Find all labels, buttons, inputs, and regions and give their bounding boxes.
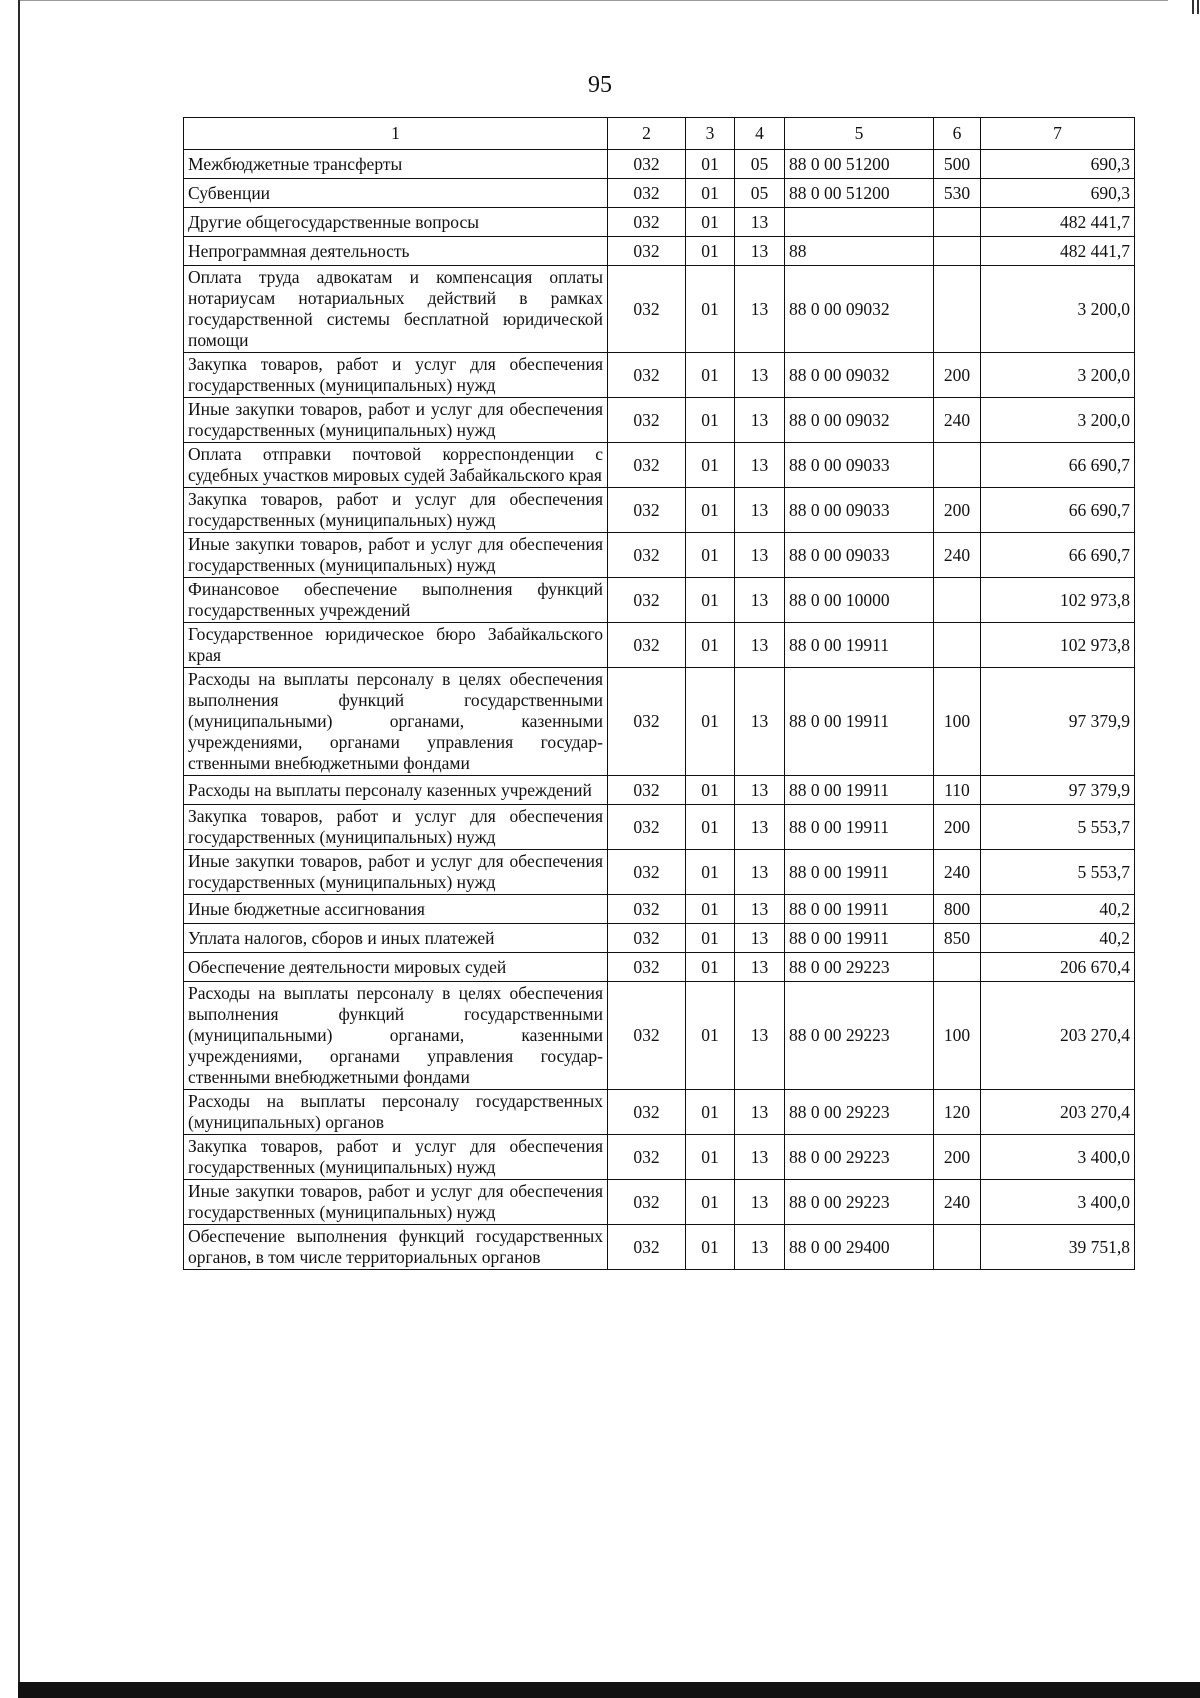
row-rz-cell: 01: [686, 895, 735, 924]
row-sum-cell: 3 400,0: [981, 1135, 1135, 1180]
row-vr-cell: 800: [934, 895, 981, 924]
row-vr-cell: [934, 443, 981, 488]
row-rz-cell: 01: [686, 353, 735, 398]
row-ved-cell: 032: [608, 953, 686, 982]
row-ved-cell: 032: [608, 237, 686, 266]
row-sum-cell: 203 270,4: [981, 1090, 1135, 1135]
table-row: [184, 179, 1135, 208]
row-name-cell: Закупка товаров, работ и услуг для обеспечения государственных (муниципальных) нужд: [184, 353, 608, 398]
table-row: [184, 237, 1135, 266]
row-csr-cell: 88 0 00 19911: [785, 805, 934, 850]
row-pr-cell: 13: [735, 850, 785, 895]
table-row: [184, 398, 1135, 443]
table-header-row: [184, 118, 1135, 150]
row-pr-cell: 13: [735, 1090, 785, 1135]
row-csr-cell: 88 0 00 19911: [785, 668, 934, 776]
table-row: [184, 850, 1135, 895]
row-pr-cell: 13: [735, 443, 785, 488]
row-ved-cell: 032: [608, 578, 686, 623]
row-vr-cell: 100: [934, 982, 981, 1090]
row-ved-cell: 032: [608, 1180, 686, 1225]
row-sum-cell: 102 973,8: [981, 623, 1135, 668]
budget-table: [183, 117, 1135, 1270]
row-vr-cell: [934, 208, 981, 237]
row-ved-cell: 032: [608, 1135, 686, 1180]
row-ved-cell: 032: [608, 353, 686, 398]
row-vr-cell: 240: [934, 398, 981, 443]
row-name-cell: Непрограммная деятельность: [184, 237, 608, 266]
table-row: [184, 776, 1135, 805]
table-row: [184, 443, 1135, 488]
row-name-cell: Оплата труда адвокатам и компенсация оплаты нотариусам нотариальных действий в рамках государственной системы бесплатной юридической помощи: [184, 266, 608, 353]
row-sum-cell: 5 553,7: [981, 805, 1135, 850]
row-ved-cell: 032: [608, 805, 686, 850]
header-col-4: 4: [735, 118, 785, 150]
row-name-cell: Финансовое обеспечение выполнения функций государственных учреждений: [184, 578, 608, 623]
row-sum-cell: 66 690,7: [981, 533, 1135, 578]
row-name-cell: Расходы на выплаты персоналу в целях обеспечения выполнения функций государственными (муниципальными) органами, казенными учреждениями, органами управления государственными внебюджетными фондами: [184, 668, 608, 776]
row-csr-cell: 88 0 00 29223: [785, 953, 934, 982]
row-name-cell: Обеспечение выполнения функций государственных органов, в том числе территориальных органов: [184, 1225, 608, 1270]
row-name-cell: Закупка товаров, работ и услуг для обеспечения государственных (муниципальных) нужд: [184, 1135, 608, 1180]
row-rz-cell: 01: [686, 953, 735, 982]
table-row: [184, 668, 1135, 776]
row-pr-cell: 13: [735, 353, 785, 398]
table-row: [184, 266, 1135, 353]
row-pr-cell: 13: [735, 1180, 785, 1225]
row-rz-cell: 01: [686, 1090, 735, 1135]
row-sum-cell: 40,2: [981, 895, 1135, 924]
row-ved-cell: 032: [608, 150, 686, 179]
row-vr-cell: 240: [934, 850, 981, 895]
row-pr-cell: 13: [735, 266, 785, 353]
row-ved-cell: 032: [608, 668, 686, 776]
row-sum-cell: 40,2: [981, 924, 1135, 953]
row-name-cell: Другие общегосударственные вопросы: [184, 208, 608, 237]
page-number: 95: [588, 72, 612, 98]
row-vr-cell: [934, 953, 981, 982]
row-ved-cell: 032: [608, 533, 686, 578]
page-frame-top: [18, 0, 1168, 1]
row-sum-cell: 3 400,0: [981, 1180, 1135, 1225]
row-csr-cell: 88 0 00 09032: [785, 398, 934, 443]
table-row: [184, 895, 1135, 924]
row-csr-cell: 88 0 00 51200: [785, 150, 934, 179]
row-csr-cell: 88 0 00 19911: [785, 850, 934, 895]
row-csr-cell: 88 0 00 29223: [785, 1135, 934, 1180]
row-sum-cell: 482 441,7: [981, 208, 1135, 237]
table-row: [184, 953, 1135, 982]
row-name-cell: Обеспечение деятельности мировых судей: [184, 953, 608, 982]
row-pr-cell: 13: [735, 1225, 785, 1270]
row-vr-cell: 120: [934, 1090, 981, 1135]
row-ved-cell: 032: [608, 1090, 686, 1135]
table-row: [184, 208, 1135, 237]
table-row: [184, 1225, 1135, 1270]
table-row: [184, 578, 1135, 623]
row-name-cell: Иные бюджетные ассигнования: [184, 895, 608, 924]
row-csr-cell: 88 0 00 29223: [785, 982, 934, 1090]
row-name-cell: Оплата отправки почтовой корреспонденции с судебных участков мировых судей Забайкальского края: [184, 443, 608, 488]
row-rz-cell: 01: [686, 398, 735, 443]
row-rz-cell: 01: [686, 776, 735, 805]
header-col-2: 2: [608, 118, 686, 150]
row-pr-cell: 13: [735, 1135, 785, 1180]
row-ved-cell: 032: [608, 1225, 686, 1270]
row-name-cell: Закупка товаров, работ и услуг для обеспечения государственных (муниципальных) нужд: [184, 805, 608, 850]
row-ved-cell: 032: [608, 266, 686, 353]
row-csr-cell: 88 0 00 29400: [785, 1225, 934, 1270]
row-name-cell: Иные закупки товаров, работ и услуг для обеспечения государственных (муниципальных) нужд: [184, 1180, 608, 1225]
row-sum-cell: 690,3: [981, 179, 1135, 208]
row-vr-cell: 240: [934, 1180, 981, 1225]
row-rz-cell: 01: [686, 150, 735, 179]
row-vr-cell: [934, 578, 981, 623]
row-rz-cell: 01: [686, 208, 735, 237]
row-vr-cell: 240: [934, 533, 981, 578]
row-rz-cell: 01: [686, 982, 735, 1090]
row-sum-cell: 66 690,7: [981, 443, 1135, 488]
row-name-cell: Расходы на выплаты персоналу в целях обеспечения выполнения функций государственными (муниципальными) органами, казенными учреждениями, органами управления государственными внебюджетными фондами: [184, 982, 608, 1090]
row-ved-cell: 032: [608, 488, 686, 533]
row-sum-cell: 97 379,9: [981, 776, 1135, 805]
row-pr-cell: 13: [735, 578, 785, 623]
row-name-cell: Закупка товаров, работ и услуг для обеспечения государственных (муниципальных) нужд: [184, 488, 608, 533]
table-row: [184, 533, 1135, 578]
row-pr-cell: 13: [735, 953, 785, 982]
row-csr-cell: 88 0 00 10000: [785, 578, 934, 623]
row-csr-cell: [785, 208, 934, 237]
row-sum-cell: 3 200,0: [981, 266, 1135, 353]
row-ved-cell: 032: [608, 179, 686, 208]
row-vr-cell: [934, 237, 981, 266]
row-csr-cell: 88 0 00 09033: [785, 488, 934, 533]
row-ved-cell: 032: [608, 443, 686, 488]
row-name-cell: Государственное юридическое бюро Забайкальского края: [184, 623, 608, 668]
row-pr-cell: 13: [735, 398, 785, 443]
row-vr-cell: [934, 266, 981, 353]
row-rz-cell: 01: [686, 1180, 735, 1225]
row-sum-cell: 39 751,8: [981, 1225, 1135, 1270]
row-pr-cell: 13: [735, 776, 785, 805]
row-pr-cell: 13: [735, 488, 785, 533]
row-rz-cell: 01: [686, 179, 735, 208]
table-row: [184, 1090, 1135, 1135]
table-row: [184, 488, 1135, 533]
row-csr-cell: 88 0 00 19911: [785, 776, 934, 805]
table-row: [184, 1180, 1135, 1225]
row-csr-cell: 88: [785, 237, 934, 266]
row-rz-cell: 01: [686, 1225, 735, 1270]
row-vr-cell: 850: [934, 924, 981, 953]
row-pr-cell: 13: [735, 668, 785, 776]
row-sum-cell: 206 670,4: [981, 953, 1135, 982]
table-row: [184, 150, 1135, 179]
row-rz-cell: 01: [686, 443, 735, 488]
row-sum-cell: 102 973,8: [981, 578, 1135, 623]
row-pr-cell: 13: [735, 805, 785, 850]
row-vr-cell: 200: [934, 805, 981, 850]
row-vr-cell: 530: [934, 179, 981, 208]
row-name-cell: Иные закупки товаров, работ и услуг для обеспечения государственных (муниципальных) нужд: [184, 850, 608, 895]
table-row: [184, 982, 1135, 1090]
table-row: [184, 805, 1135, 850]
row-ved-cell: 032: [608, 982, 686, 1090]
row-csr-cell: 88 0 00 51200: [785, 179, 934, 208]
row-vr-cell: 200: [934, 488, 981, 533]
row-sum-cell: 482 441,7: [981, 237, 1135, 266]
row-vr-cell: [934, 1225, 981, 1270]
row-csr-cell: 88 0 00 09032: [785, 266, 934, 353]
page-frame-bottom: [18, 1682, 1200, 1698]
table-row: [184, 623, 1135, 668]
row-pr-cell: 13: [735, 208, 785, 237]
row-sum-cell: 3 200,0: [981, 353, 1135, 398]
row-rz-cell: 01: [686, 924, 735, 953]
row-name-cell: Межбюджетные трансферты: [184, 150, 608, 179]
row-sum-cell: 97 379,9: [981, 668, 1135, 776]
row-pr-cell: 05: [735, 150, 785, 179]
row-csr-cell: 88 0 00 19911: [785, 924, 934, 953]
row-sum-cell: 203 270,4: [981, 982, 1135, 1090]
row-csr-cell: 88 0 00 09033: [785, 533, 934, 578]
row-ved-cell: 032: [608, 208, 686, 237]
row-rz-cell: 01: [686, 488, 735, 533]
row-rz-cell: 01: [686, 623, 735, 668]
row-pr-cell: 13: [735, 237, 785, 266]
row-vr-cell: 200: [934, 1135, 981, 1180]
row-rz-cell: 01: [686, 533, 735, 578]
row-pr-cell: 13: [735, 924, 785, 953]
row-ved-cell: 032: [608, 895, 686, 924]
header-col-6: 6: [934, 118, 981, 150]
row-name-cell: Расходы на выплаты персоналу государственных (муниципальных) органов: [184, 1090, 608, 1135]
row-vr-cell: 500: [934, 150, 981, 179]
row-ved-cell: 032: [608, 850, 686, 895]
table-row: [184, 1135, 1135, 1180]
row-pr-cell: 13: [735, 623, 785, 668]
row-sum-cell: 66 690,7: [981, 488, 1135, 533]
row-vr-cell: [934, 623, 981, 668]
row-csr-cell: 88 0 00 19911: [785, 895, 934, 924]
row-rz-cell: 01: [686, 850, 735, 895]
row-sum-cell: 3 200,0: [981, 398, 1135, 443]
row-name-cell: Иные закупки товаров, работ и услуг для обеспечения государственных (муниципальных) нужд: [184, 398, 608, 443]
table-row: [184, 353, 1135, 398]
row-name-cell: Иные закупки товаров, работ и услуг для обеспечения государственных (муниципальных) нужд: [184, 533, 608, 578]
row-ved-cell: 032: [608, 924, 686, 953]
row-pr-cell: 13: [735, 533, 785, 578]
header-col-7: 7: [981, 118, 1135, 150]
row-rz-cell: 01: [686, 578, 735, 623]
row-csr-cell: 88 0 00 19911: [785, 623, 934, 668]
row-sum-cell: 690,3: [981, 150, 1135, 179]
row-csr-cell: 88 0 00 09033: [785, 443, 934, 488]
row-pr-cell: 13: [735, 895, 785, 924]
table-row: [184, 924, 1135, 953]
row-vr-cell: 200: [934, 353, 981, 398]
header-col-5: 5: [785, 118, 934, 150]
row-ved-cell: 032: [608, 623, 686, 668]
page-corner-mark: [1192, 0, 1194, 14]
row-pr-cell: 13: [735, 982, 785, 1090]
page-frame-left: [18, 0, 20, 1682]
table-body: [184, 150, 1135, 1270]
row-rz-cell: 01: [686, 805, 735, 850]
row-csr-cell: 88 0 00 09032: [785, 353, 934, 398]
row-ved-cell: 032: [608, 398, 686, 443]
row-vr-cell: 100: [934, 668, 981, 776]
row-name-cell: Уплата налогов, сборов и иных платежей: [184, 924, 608, 953]
header-col-1: 1: [184, 118, 608, 150]
row-rz-cell: 01: [686, 237, 735, 266]
row-csr-cell: 88 0 00 29223: [785, 1180, 934, 1225]
row-sum-cell: 5 553,7: [981, 850, 1135, 895]
row-rz-cell: 01: [686, 668, 735, 776]
row-csr-cell: 88 0 00 29223: [785, 1090, 934, 1135]
row-rz-cell: 01: [686, 266, 735, 353]
row-pr-cell: 05: [735, 179, 785, 208]
row-vr-cell: 110: [934, 776, 981, 805]
row-rz-cell: 01: [686, 1135, 735, 1180]
row-name-cell: Расходы на выплаты персоналу казенных учреждений: [184, 776, 608, 805]
header-col-3: 3: [686, 118, 735, 150]
row-name-cell: Субвенции: [184, 179, 608, 208]
row-ved-cell: 032: [608, 776, 686, 805]
